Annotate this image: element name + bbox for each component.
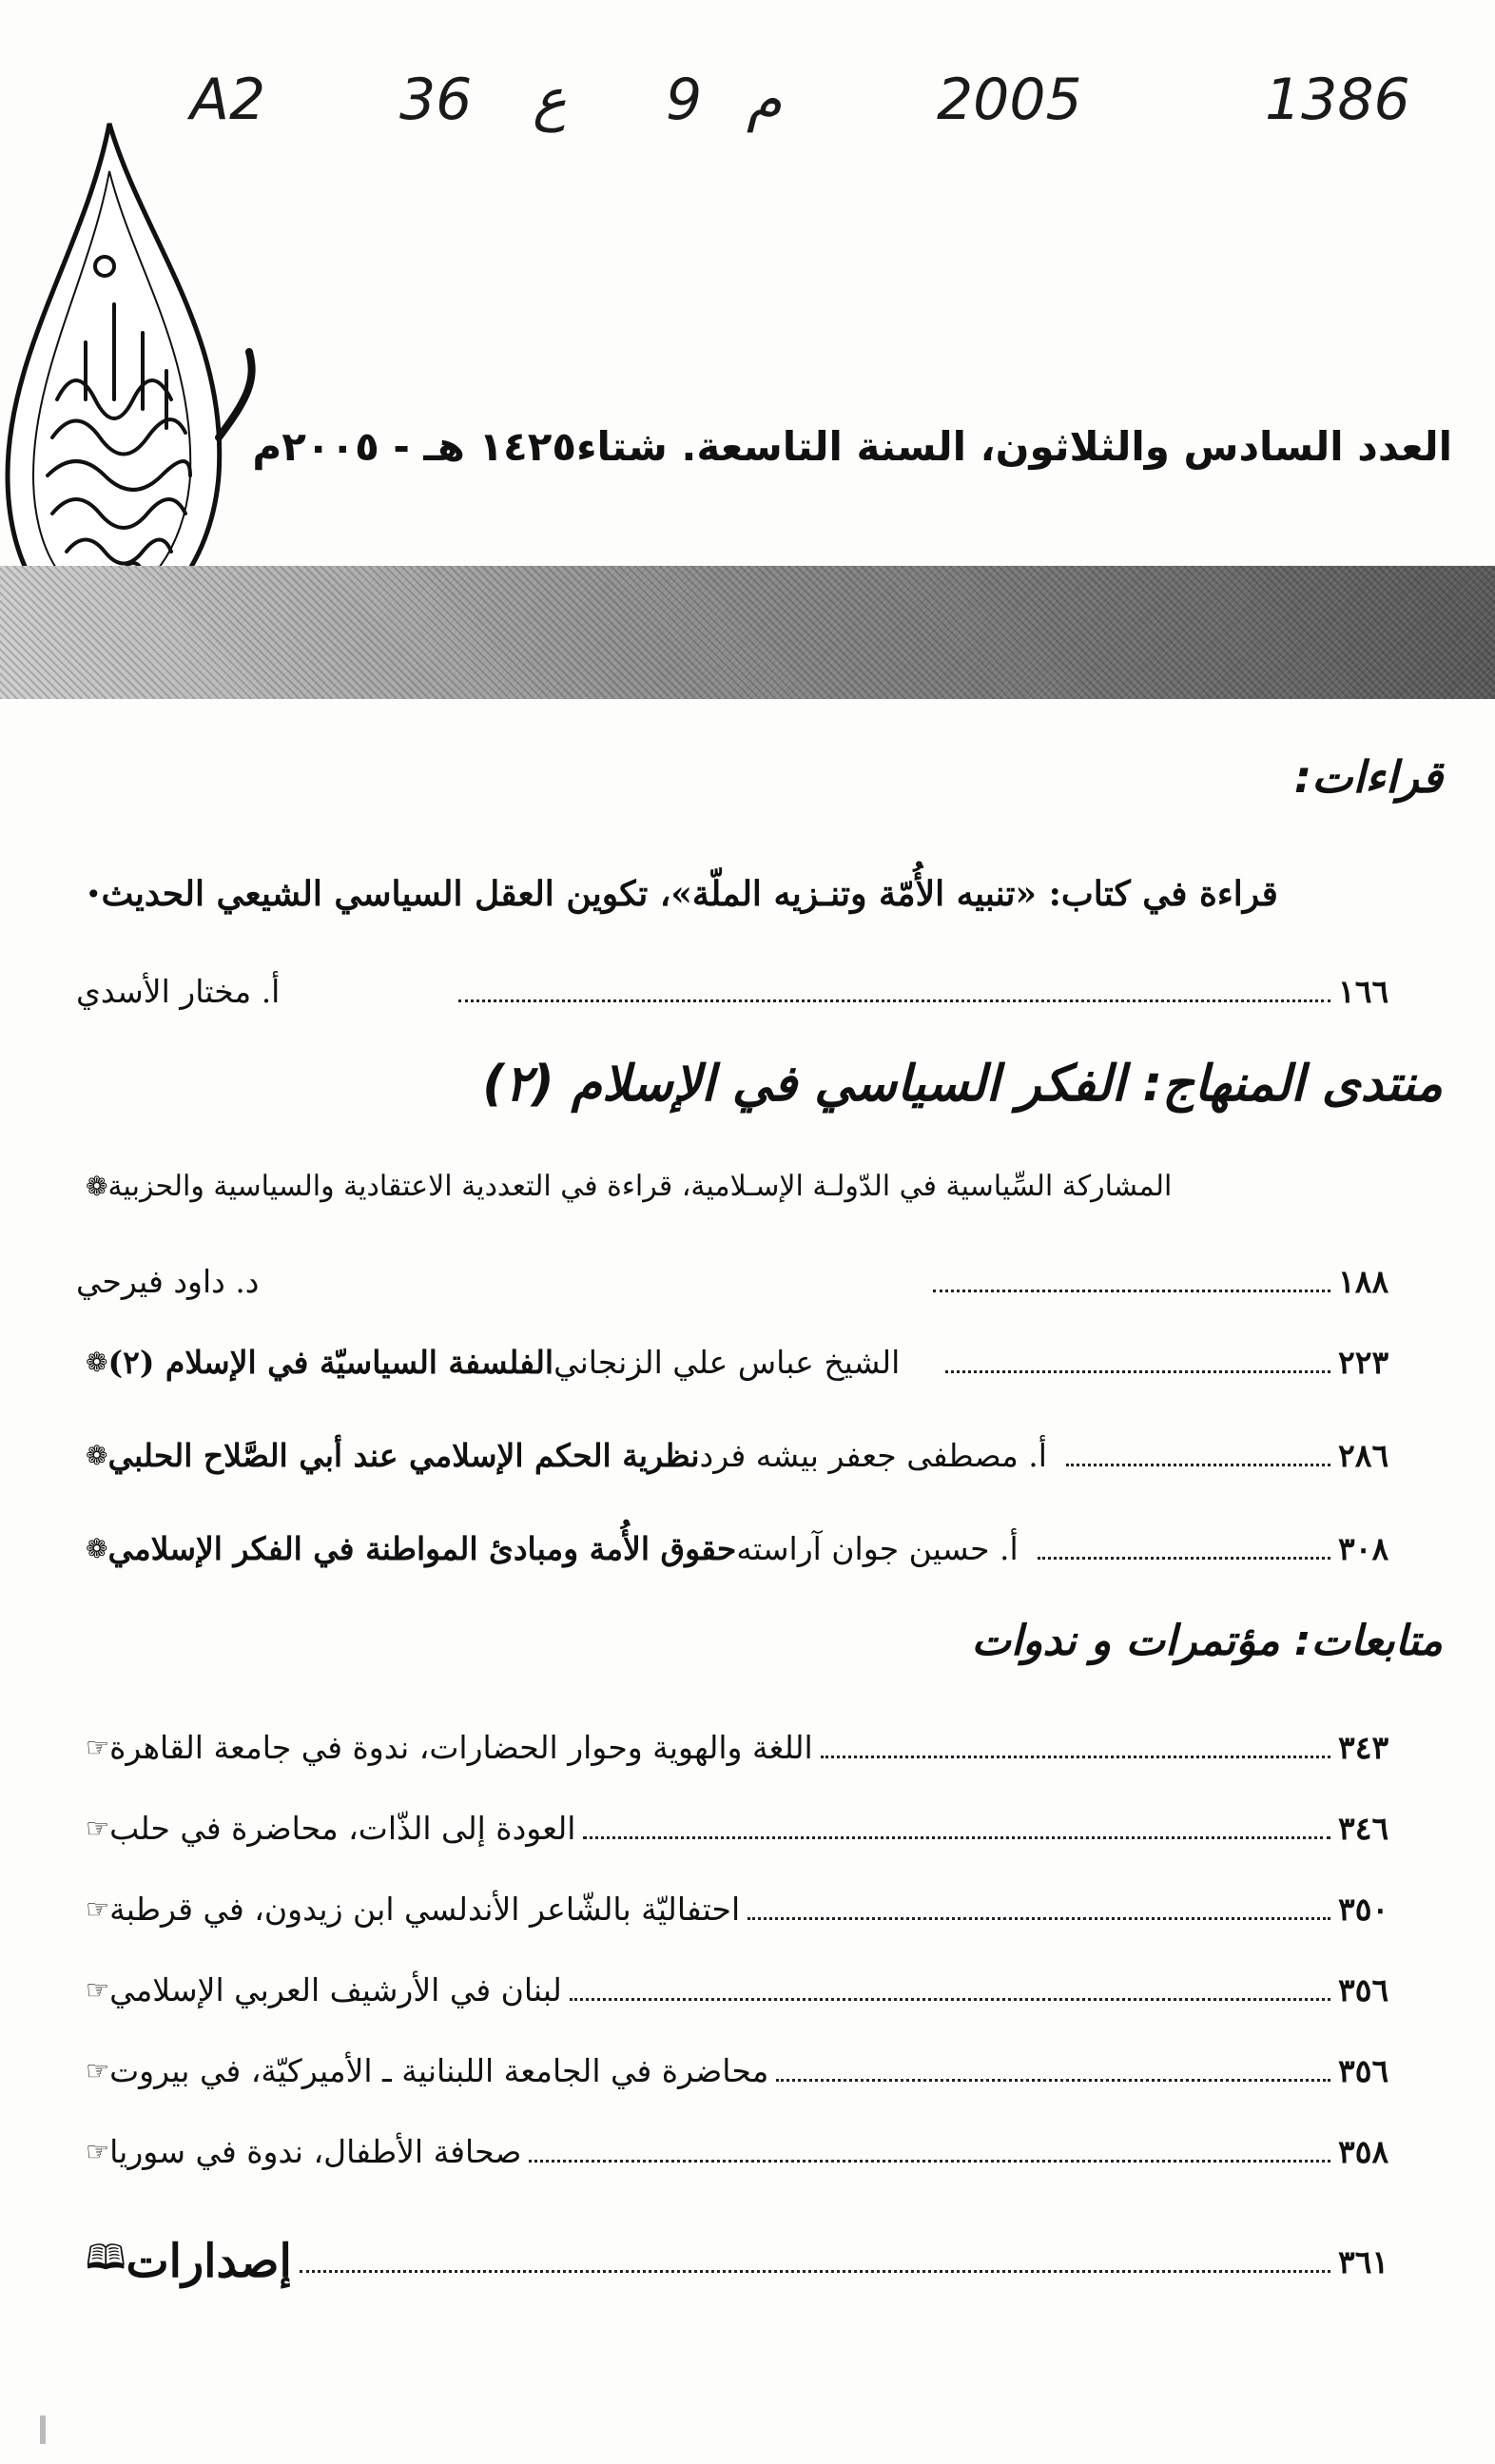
entry-author: أ. حسين جوان آراسته — [736, 1529, 1019, 1567]
toc-entry[interactable] — [76, 1959, 1452, 2020]
flower-ornament-icon: ❁ — [86, 1346, 108, 1378]
toc-entry[interactable] — [76, 1425, 1452, 1485]
entry-page: ٣٦١ — [1338, 2242, 1389, 2280]
open-book-icon: 🕮 — [86, 2238, 126, 2278]
entry-title: الفلسفة السياسيّة في الإسلام (٢) — [107, 1343, 554, 1381]
flower-ornament-icon: ❁ — [86, 1532, 108, 1564]
entry-author: أ. مختار الأسدي — [76, 972, 281, 1010]
toc-entry[interactable] — [76, 1878, 1452, 1939]
issue-line: العدد السادس والثلاثون، السنة التاسعة. شتاء١٤٢٥ هـ - ٢٠٠٥م — [252, 423, 1452, 470]
toc-entry[interactable] — [76, 2040, 1452, 2101]
leader-dots — [821, 1756, 1330, 1758]
leader-dots — [1066, 1464, 1330, 1466]
entry-title: المشاركة السِّياسية في الدّولـة الإسـلامية، قراءة في التعددية الاعتقادية والسياسية والحزبية — [107, 1169, 1173, 1203]
leader-dots — [748, 1917, 1330, 1920]
entry-page: ٣٥٠ — [1338, 1890, 1389, 1928]
section-title-followups: متابعات: مؤتمرات و ندوات — [971, 1617, 1443, 1665]
flower-ornament-icon: ❁ — [86, 1170, 108, 1202]
leader-dots — [1038, 1557, 1330, 1560]
leader-dots — [776, 2079, 1330, 2082]
entry-title: احتفاليّة بالشّاعر الأندلسي ابن زيدون، في قرطبة — [109, 1890, 741, 1928]
entry-title: إصدارات — [126, 2235, 292, 2288]
pointing-hand-icon: ☞ — [86, 1892, 110, 1925]
entry-page: ٣٤٣ — [1338, 1728, 1389, 1766]
toc-entry[interactable] — [76, 1331, 1452, 1392]
entry-page: ٣٥٦ — [1338, 2051, 1389, 2089]
handwritten-note-4: 9 — [666, 67, 703, 133]
toc-entry[interactable] — [76, 863, 1452, 924]
toc-entry-publications[interactable] — [76, 2225, 1452, 2298]
entry-page: ٢٨٦ — [1338, 1436, 1389, 1474]
pointing-hand-icon: ☞ — [86, 1731, 110, 1763]
entry-title: لبنان في الأرشيف العربي الإسلامي — [109, 1970, 562, 2008]
toc-entry-author-line[interactable] — [76, 960, 1452, 1021]
entry-page: ٣٥٦ — [1338, 1970, 1389, 2008]
entry-title: محاضرة في الجامعة اللبنانية ـ الأميركيّة، في بيروت — [109, 2051, 769, 2089]
entry-page: ٣٤٦ — [1338, 1809, 1389, 1847]
entry-title: قراءة في كتاب: «تنبيه الأُمّة وتنـزيه الملّة»، تكوين العقل السياسي الشيعي الحديث — [101, 874, 1278, 914]
entry-title: نظرية الحكم الإسلامي عند أبي الصَّلاح الحلبي — [107, 1436, 700, 1474]
toc-entry[interactable] — [76, 1797, 1452, 1858]
flower-ornament-icon: ❁ — [86, 1439, 108, 1471]
pointing-hand-icon: ☞ — [86, 1812, 110, 1844]
toc-entry[interactable] — [76, 2121, 1452, 2182]
handwritten-note-2: 36 — [399, 67, 473, 133]
entry-title: العودة إلى الذّات، محاضرة في حلب — [109, 1809, 576, 1847]
toc-entry[interactable] — [76, 1155, 1452, 1216]
leader-dots — [570, 1998, 1330, 2001]
handwritten-note-6: 2005 — [937, 67, 1082, 133]
pointing-hand-icon: ☞ — [86, 2054, 110, 2086]
scan-mark — [40, 2415, 46, 2444]
leader-dots — [583, 1836, 1330, 1839]
pointing-hand-icon: ☞ — [86, 2135, 110, 2167]
entry-author: الشيخ عباس علي الزنجاني — [553, 1343, 901, 1381]
toc-entry[interactable] — [76, 1717, 1452, 1777]
header-band — [0, 566, 1495, 699]
entry-author: د. داود فيرحي — [76, 1262, 260, 1300]
entry-page: ٢٢٣ — [1338, 1343, 1389, 1381]
pointing-hand-icon: ☞ — [86, 1973, 110, 2006]
entry-author: أ. مصطفى جعفر بيشه فرد — [699, 1436, 1047, 1474]
handwritten-note-5: م — [747, 67, 783, 133]
entry-page: ٣٠٨ — [1338, 1529, 1389, 1567]
handwritten-note-3: ع — [533, 67, 567, 133]
entry-page: ١٦٦ — [1338, 972, 1389, 1010]
entry-page: ١٨٨ — [1338, 1262, 1389, 1300]
entry-title: حقوق الأُمة ومبادئ المواطنة في الفكر الإسلامي — [107, 1529, 737, 1567]
leader-dots — [933, 1290, 1330, 1292]
leader-dots — [458, 999, 1330, 1002]
section-title-readings: قراءات: — [1293, 751, 1443, 803]
section-title-forum: منتدى المنهاج: الفكر السياسي في الإسلام (٢) — [482, 1056, 1443, 1113]
entry-title: اللغة والهوية وحوار الحضارات، ندوة في جامعة القاهرة — [109, 1728, 813, 1766]
leader-dots — [300, 2270, 1330, 2273]
bullet-dot-icon: • — [86, 878, 102, 910]
handwritten-note-1: A2 — [190, 67, 266, 133]
leader-dots — [529, 2160, 1330, 2163]
toc-entry-author-line[interactable] — [76, 1251, 1452, 1311]
toc-entry[interactable] — [76, 1518, 1452, 1579]
leader-dots — [945, 1370, 1330, 1373]
entry-page: ٣٥٨ — [1338, 2132, 1389, 2170]
handwritten-note-7: 1386 — [1265, 67, 1410, 133]
entry-title: صحافة الأطفال، ندوة في سوريا — [109, 2132, 522, 2170]
